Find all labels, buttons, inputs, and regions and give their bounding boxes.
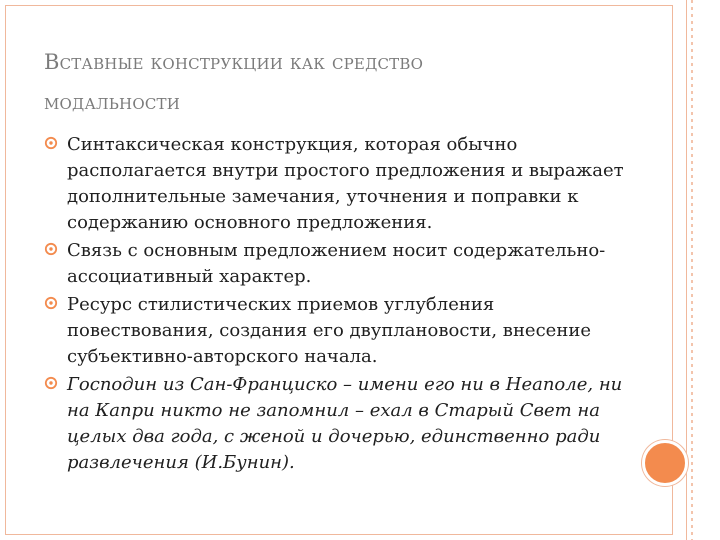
bullet-text: Господин из Сан-Франциско – имени его ни в Неаполе, ни на Капри никто не запомнил – ехал в Старый Свет на целых два года, с женой и дочерью, единственно ради развлечения (И.Бунин).	[67, 374, 623, 473]
bullet-text: Синтаксическая конструкция, которая обычно располагается внутри простого предложения и выражает дополнительные замечания, уточнения и поправки к содержанию основного предложения.	[67, 134, 624, 233]
decorative-circle-accent	[642, 440, 688, 486]
decorative-dotted-line	[691, 0, 693, 540]
bullet-item-3	[44, 292, 644, 370]
bullet-item-2	[44, 238, 644, 290]
bullet-text: Связь с основным предложением носит содержательно-ассоциативный характер.	[67, 240, 606, 287]
circle-bullet-icon	[44, 296, 58, 310]
circle-bullet-icon	[44, 242, 58, 256]
circle-bullet-icon	[44, 136, 58, 150]
bullet-item-4	[44, 372, 644, 476]
slide-title-line-1: Вставные конструкции как средство	[44, 50, 424, 74]
bullet-list	[44, 132, 644, 478]
bullet-text: Ресурс стилистических приемов углубления повествования, создания его двуплановости, внесение субъективно-авторского начала.	[67, 294, 591, 367]
slide-title-line-2: модальности	[44, 90, 180, 114]
bullet-item-1	[44, 132, 644, 236]
slide-title	[44, 42, 644, 122]
circle-bullet-icon	[44, 376, 58, 390]
